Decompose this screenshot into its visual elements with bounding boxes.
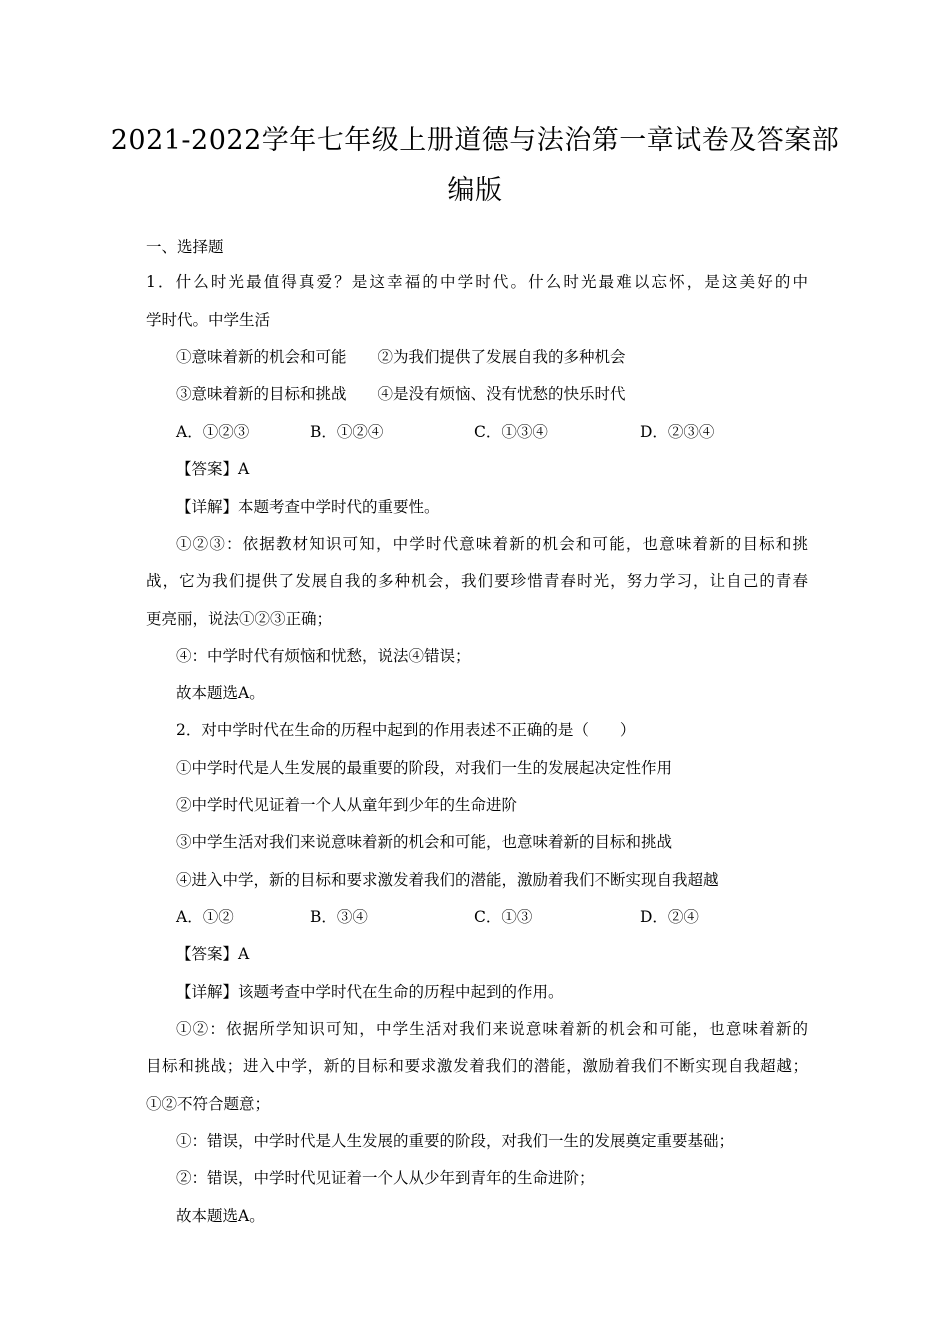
q2-option-c: C．①③ bbox=[474, 908, 533, 926]
q2-analysis-line-2: 目标和挑战；进入中学，新的目标和要求激发着我们的潜能，激励着我们不断实现自我超越； bbox=[146, 1057, 808, 1075]
q2-answer: 【答案】A bbox=[176, 945, 250, 963]
q2-option-b: B．③④ bbox=[310, 908, 368, 926]
q1-option-b: B．①②④ bbox=[310, 423, 384, 441]
q2-statement-2: ②中学时代见证着一个人从童年到少年的生命进阶 bbox=[176, 796, 518, 814]
q1-analysis-line-1: ①②③：依据教材知识可知，中学时代意味着新的机会和可能，也意味着新的目标和挑 bbox=[176, 535, 808, 553]
q2-analysis-intro: 【详解】该题考查中学时代在生命的历程中起到的作用。 bbox=[176, 983, 564, 1001]
q2-statement-3: ③中学生活对我们来说意味着新的机会和可能，也意味着新的目标和挑战 bbox=[176, 833, 673, 851]
q1-stem-line-1: 1．什么时光最值得真爱？是这幸福的中学时代。什么时光最难以忘怀，是这美好的中 bbox=[146, 273, 808, 291]
q2-analysis-para-3: ②：错误，中学时代见证着一个人从少年到青年的生命进阶； bbox=[176, 1169, 595, 1187]
document-title-line-2: 编版 bbox=[447, 175, 503, 206]
q1-option-d: D．②③④ bbox=[640, 423, 715, 441]
q1-stem-line-2: 学时代。中学生活 bbox=[146, 311, 271, 329]
q1-answer: 【答案】A bbox=[176, 460, 250, 478]
q2-statement-4: ④进入中学，新的目标和要求激发着我们的潜能，激励着我们不断实现自我超越 bbox=[176, 871, 719, 889]
q2-stem: 2．对中学时代在生命的历程中起到的作用表述不正确的是（ ） bbox=[176, 721, 636, 739]
q1-statement-row-1: ①意味着新的机会和可能 ②为我们提供了发展自我的多种机会 bbox=[176, 348, 626, 366]
q2-option-d: D．②④ bbox=[640, 908, 699, 926]
q1-conclusion: 故本题选A。 bbox=[176, 684, 265, 702]
q2-analysis-line-1: ①②：依据所学知识可知，中学生活对我们来说意味着新的机会和可能，也意味着新的 bbox=[176, 1020, 808, 1038]
q1-option-c: C．①③④ bbox=[474, 423, 548, 441]
q1-analysis-intro: 【详解】本题考查中学时代的重要性。 bbox=[176, 498, 440, 516]
q2-option-a: A．①② bbox=[176, 908, 234, 926]
q2-statement-1: ①中学时代是人生发展的最重要的阶段，对我们一生的发展起决定性作用 bbox=[176, 759, 673, 777]
q1-analysis-line-2: 战，它为我们提供了发展自我的多种机会，我们要珍惜青春时光，努力学习，让自己的青春 bbox=[146, 572, 808, 590]
q2-analysis-para-2: ①：错误，中学时代是人生发展的重要的阶段，对我们一生的发展奠定重要基础； bbox=[176, 1132, 735, 1150]
q1-analysis-line-3: 更亮丽，说法①②③正确； bbox=[146, 610, 333, 628]
document-title-line-1: 2021-2022学年七年级上册道德与法治第一章试卷及答案部 bbox=[110, 125, 840, 156]
section-heading: 一、选择题 bbox=[146, 238, 224, 256]
q2-analysis-line-3: ①②不符合题意； bbox=[146, 1095, 271, 1113]
q1-analysis-para-2: ④：中学时代有烦恼和忧愁，说法④错误； bbox=[176, 647, 471, 665]
q1-option-a: A．①②③ bbox=[176, 423, 250, 441]
q1-statement-row-2: ③意味着新的目标和挑战 ④是没有烦恼、没有忧愁的快乐时代 bbox=[176, 385, 626, 403]
q2-conclusion: 故本题选A。 bbox=[176, 1207, 265, 1225]
